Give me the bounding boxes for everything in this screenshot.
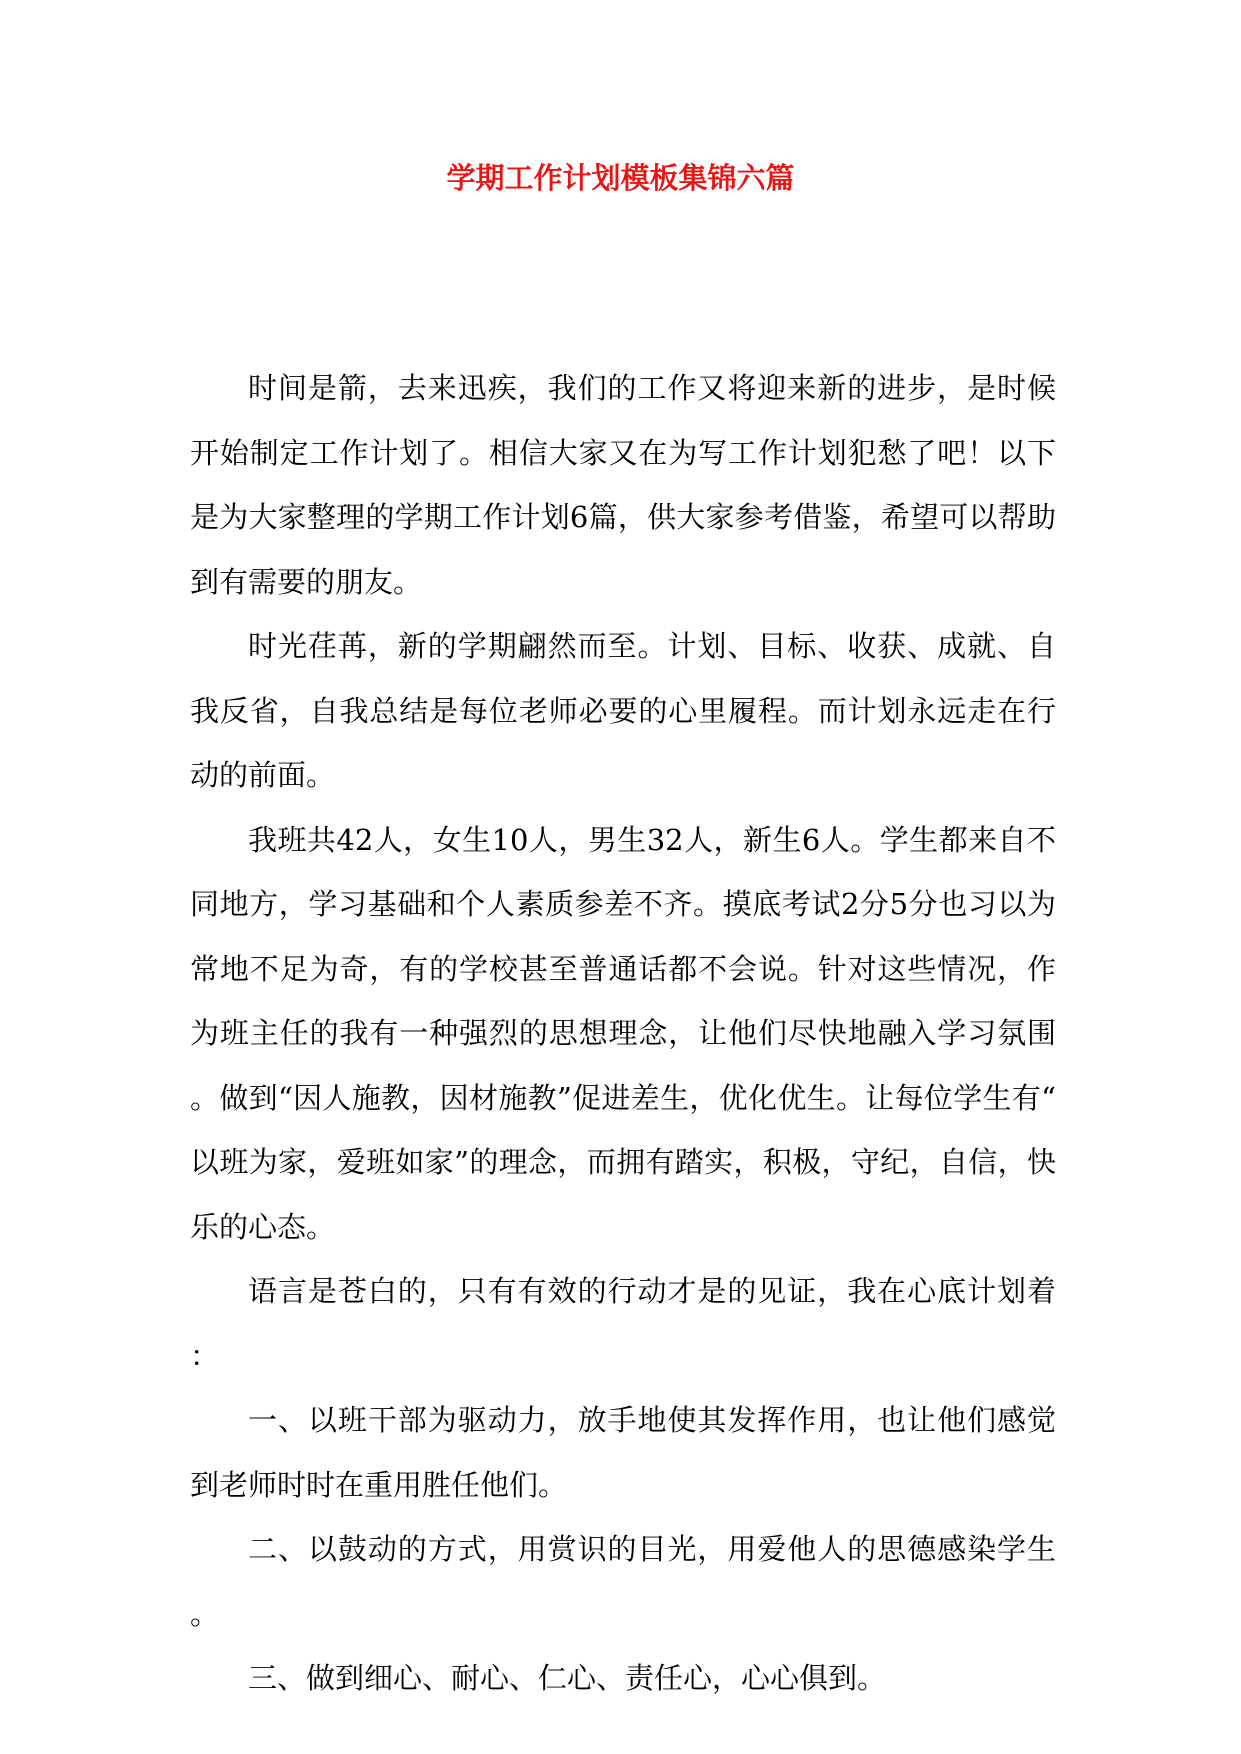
paragraph-new-semester: 时光荏苒，新的学期翩然而至。计划、目标、收获、成就、自我反省，自我总结是每位老师必要的心里履程。而计划永远走在行动的前面。 — [190, 629, 1056, 792]
paragraph-class-situation: 我班共42人，女生10人，男生32人，新生6人。学生都来自不同地方，学习基础和个人素质参差不齐。摸底考试2分5分也习以为常地不足为奇，有的学校甚至普通话都不会说。针对这些情况，作为班主任的我有一种强烈的思想理念，让他们尽快地融入学习氛围。做到“因人施教，因材施教”促进差生，优化优生。让每位学生有“以班为家，爱班如家”的理念，而拥有踏实，积极，守纪，自信，快乐的心态。 — [190, 822, 1056, 1244]
document-body — [190, 356, 1056, 1711]
paragraph-plan-item-1: 一、以班干部为驱动力，放手地使其发挥作用，也让他们感觉到老师时时在重用胜任他们。 — [190, 1403, 1056, 1502]
paragraph-plan-lead: 语言是苍白的，只有有效的行动才是的见证，我在心底计划着： — [190, 1274, 1056, 1373]
paragraph-intro: 时间是箭，去来迅疾，我们的工作又将迎来新的进步，是时候开始制定工作计划了。相信大家又在为写工作计划犯愁了吧！以下是为大家整理的学期工作计划6篇，供大家参考借鉴，希望可以帮助到有需要的朋友。 — [190, 371, 1056, 599]
document-title: 学期工作计划模板集锦六篇 — [446, 161, 795, 195]
paragraph-plan-item-3: 三、做到细心、耐心、仁心、责任心，心心俱到。 — [248, 1661, 887, 1695]
paragraph-plan-item-2: 二、以鼓动的方式，用赏识的目光，用爱他人的思德感染学生。 — [190, 1532, 1056, 1631]
